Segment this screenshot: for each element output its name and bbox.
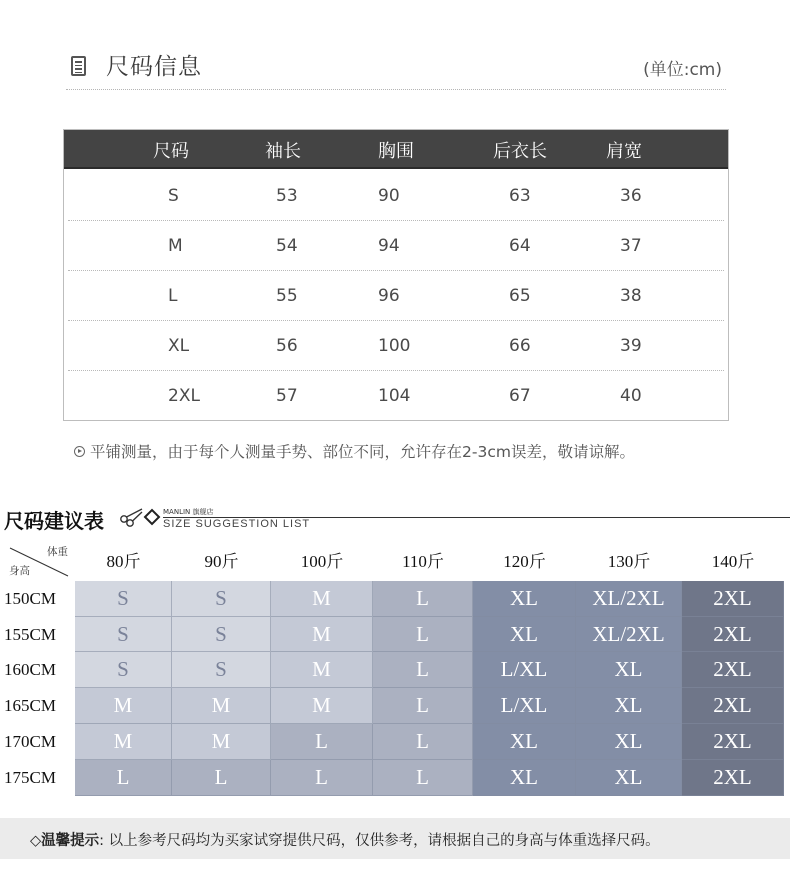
table-cell: 90 bbox=[378, 186, 400, 206]
size-info-header bbox=[66, 44, 726, 92]
table-cell: XL bbox=[168, 336, 190, 356]
column-header-size: 尺码 bbox=[153, 141, 189, 162]
weight-axis-label: 体重 bbox=[47, 546, 68, 558]
size-suggestion-cell: XL bbox=[576, 652, 682, 688]
scissors-icon bbox=[118, 506, 162, 528]
table-cell: 94 bbox=[378, 236, 400, 256]
size-suggestion-cell: 2XL bbox=[682, 652, 784, 688]
brand-label: MANLIN 旗舰店 bbox=[163, 508, 214, 516]
table-cell: 64 bbox=[509, 236, 531, 256]
size-suggestion-cell: M bbox=[271, 688, 373, 724]
table-row bbox=[64, 221, 728, 271]
table-cell: 37 bbox=[620, 236, 642, 256]
size-suggestion-cell: S bbox=[172, 617, 271, 652]
table-cell: 55 bbox=[276, 286, 298, 306]
size-suggestion-cell: XL/2XL bbox=[576, 617, 682, 652]
weight-column-header: 110斤 bbox=[402, 552, 444, 571]
tip-label: 温馨提示 bbox=[41, 833, 100, 849]
size-suggestion-cell: S bbox=[75, 617, 172, 652]
table-cell: 39 bbox=[620, 336, 642, 356]
size-suggestion-cell: L bbox=[373, 652, 473, 688]
table-cell: 56 bbox=[276, 336, 298, 356]
size-suggestion-cell: S bbox=[75, 652, 172, 688]
size-suggestion-cell: 2XL bbox=[682, 724, 784, 760]
size-suggestion-cell: L bbox=[373, 581, 473, 617]
table-cell: 54 bbox=[276, 236, 298, 256]
table-cell: 53 bbox=[276, 186, 298, 206]
size-suggestion-cell: XL bbox=[473, 724, 576, 760]
table-cell: 57 bbox=[276, 386, 298, 406]
size-suggestion-cell: 2XL bbox=[682, 760, 784, 796]
suggestion-subtitle: SIZE SUGGESTION LIST bbox=[163, 518, 311, 530]
size-suggestion-cell: 2XL bbox=[682, 617, 784, 652]
size-suggestion-cell: L bbox=[373, 688, 473, 724]
size-suggestion-cell: XL bbox=[473, 760, 576, 796]
column-header-sleeve: 袖长 bbox=[265, 141, 301, 162]
suggestion-title: 尺码建议表 bbox=[4, 509, 104, 533]
size-suggestion-cell: XL bbox=[473, 617, 576, 652]
document-list-icon bbox=[71, 56, 86, 76]
size-suggestion-cell: M bbox=[75, 688, 172, 724]
size-suggestion-cell: L bbox=[75, 760, 172, 796]
unit-label: (单位:cm) bbox=[643, 60, 722, 80]
size-suggestion-cell: M bbox=[172, 724, 271, 760]
table-cell: 100 bbox=[378, 336, 411, 356]
table-cell: 96 bbox=[378, 286, 400, 306]
weight-column-header: 100斤 bbox=[300, 552, 344, 571]
weight-column-header: 140斤 bbox=[711, 552, 755, 571]
height-row-label: 175CM bbox=[4, 768, 56, 787]
size-measurement-table bbox=[63, 129, 729, 421]
size-suggestion-cell: M bbox=[271, 652, 373, 688]
size-suggestion-cell: L bbox=[271, 760, 373, 796]
table-cell: M bbox=[168, 236, 183, 256]
table-cell: 104 bbox=[378, 386, 411, 406]
table-cell: 38 bbox=[620, 286, 642, 306]
weight-column-header: 130斤 bbox=[607, 552, 651, 571]
table-row bbox=[64, 271, 728, 321]
size-suggestion-cell: S bbox=[75, 581, 172, 617]
size-suggestion-cell: XL bbox=[473, 581, 576, 617]
size-info-title: 尺码信息 bbox=[106, 54, 202, 80]
note-text: 平铺测量，由于每个人测量手势、部位不同，允许存在2-3cm误差，敬请谅解。 bbox=[90, 443, 635, 461]
height-row-label: 170CM bbox=[4, 732, 56, 751]
table-cell: 36 bbox=[620, 186, 642, 206]
size-suggestion-cell: L/XL bbox=[473, 652, 576, 688]
tip-message: : 以上参考尺码均为买家试穿提供尺码，仅供参考，请根据自己的身高与体重选择尺码。 bbox=[99, 833, 660, 849]
weight-column-header: 120斤 bbox=[503, 552, 546, 571]
size-suggestion-cell: S bbox=[172, 652, 271, 688]
height-row-label: 150CM bbox=[4, 589, 56, 608]
size-suggestion-cell: M bbox=[271, 581, 373, 617]
corner-header bbox=[6, 544, 70, 578]
table-row bbox=[64, 371, 728, 421]
height-row-label: 165CM bbox=[4, 696, 56, 715]
table-header bbox=[64, 130, 728, 169]
table-cell: 63 bbox=[509, 186, 531, 206]
table-cell: 40 bbox=[620, 386, 642, 406]
table-cell: S bbox=[168, 186, 179, 206]
tip-text bbox=[30, 829, 660, 850]
size-suggestion-cell: L bbox=[373, 760, 473, 796]
size-suggestion-cell: XL bbox=[576, 724, 682, 760]
table-row bbox=[64, 321, 728, 371]
measurement-note bbox=[74, 440, 635, 462]
weight-column-header: 80斤 bbox=[106, 552, 141, 571]
table-cell: 65 bbox=[509, 286, 531, 306]
weight-column-header: 90斤 bbox=[204, 552, 239, 571]
tip-bar bbox=[0, 818, 790, 859]
size-suggestion-cell: L bbox=[373, 617, 473, 652]
size-suggestion-cell: XL bbox=[576, 760, 682, 796]
table-cell: L bbox=[168, 286, 178, 306]
table-cell: 2XL bbox=[168, 386, 200, 406]
size-suggestion-cell: M bbox=[271, 617, 373, 652]
height-axis-label: 身高 bbox=[9, 565, 30, 577]
table-row bbox=[64, 171, 728, 221]
height-row-label: 160CM bbox=[4, 660, 56, 679]
table-cell: 66 bbox=[509, 336, 531, 356]
column-header-length: 后衣长 bbox=[493, 141, 547, 162]
size-suggestion-cell: L bbox=[172, 760, 271, 796]
size-suggestion-cell: M bbox=[75, 724, 172, 760]
column-header-shoulder: 肩宽 bbox=[606, 141, 642, 162]
table-cell: 67 bbox=[509, 386, 531, 406]
column-header-chest: 胸围 bbox=[378, 141, 414, 162]
size-suggestion-cell: XL bbox=[576, 688, 682, 724]
size-suggestion-cell: L bbox=[271, 724, 373, 760]
diamond-icon: ◇ bbox=[30, 833, 42, 849]
size-suggestion-cell: L/XL bbox=[473, 688, 576, 724]
size-suggestion-cell: 2XL bbox=[682, 688, 784, 724]
section-divider bbox=[66, 89, 726, 90]
circle-play-icon bbox=[74, 446, 85, 457]
size-suggestion-cell: XL/2XL bbox=[576, 581, 682, 617]
size-suggestion-cell: M bbox=[172, 688, 271, 724]
height-row-label: 155CM bbox=[4, 625, 56, 644]
size-suggestion-cell: S bbox=[172, 581, 271, 617]
size-suggestion-cell: L bbox=[373, 724, 473, 760]
size-suggestion-cell: 2XL bbox=[682, 581, 784, 617]
